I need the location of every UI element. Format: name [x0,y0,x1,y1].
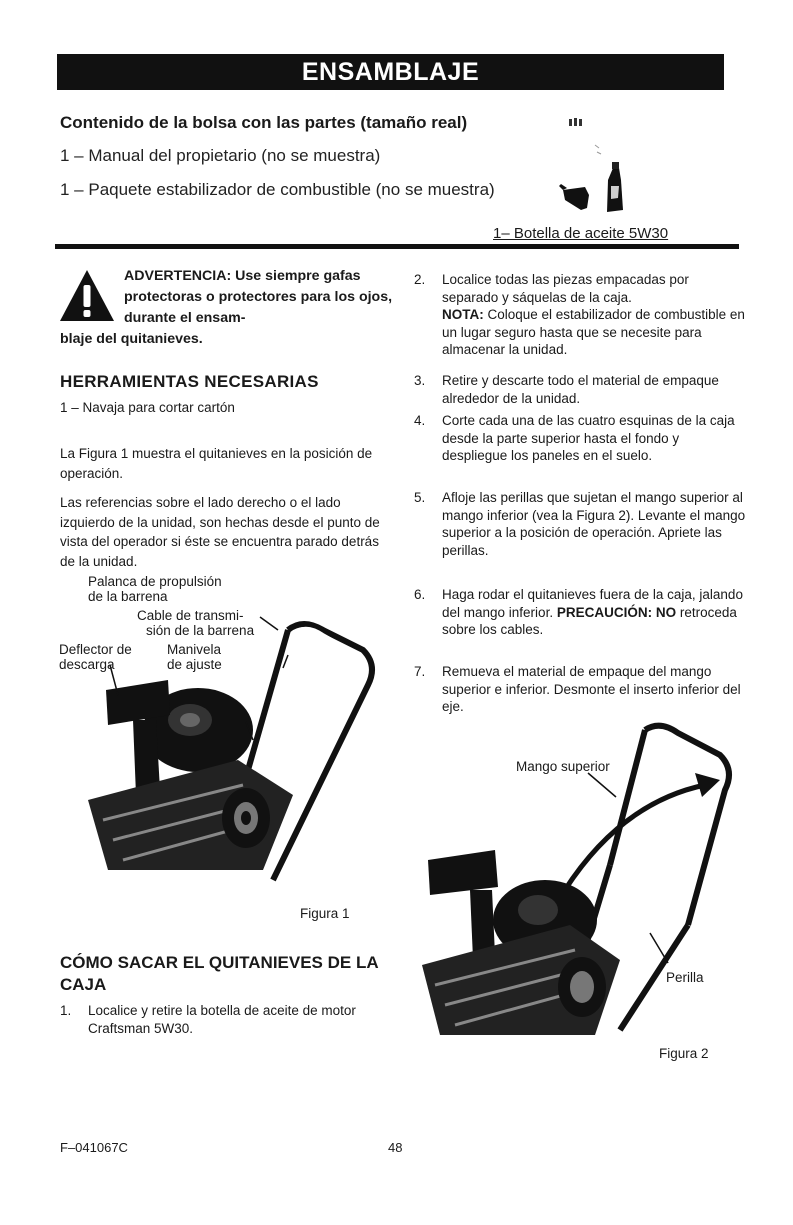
step-number: 3. [414,373,426,388]
label-adjust-crank-line2: de ajuste [167,657,222,672]
label-drive-lever-line1: Palanca de propulsión [88,574,222,589]
oil-bottle-caption: 1– Botella de aceite 5W30 [493,225,669,242]
label-auger-cable-line2: sión de la barrena [146,623,255,638]
figure-1 [59,570,378,900]
step-text: Afloje las perillas que sujetan el mango superior al mango inferior (vea la Figura 2). Levante el mango superior a la posición de operación. Apriete las perillas. [442,490,746,558]
step-text: Retire y descarte todo el material de empaque alrededor de la unidad. [442,373,719,406]
step-number: 2. [414,272,426,287]
section-divider [55,244,739,249]
step-note [442,306,747,359]
step-text: Haga rodar el quitanieves fuera de la caja, jalando del mango inferior. [442,587,743,620]
step-text: Localice y retire la botella de aceite de motor Craftsman 5W30. [88,1003,356,1036]
document-code: F–041067C [60,1140,128,1155]
oil-bottle-icon [555,140,645,225]
label-upper-handle: Mango superior [516,759,610,774]
warning-triangle-icon [58,268,116,324]
step-number: 4. [414,413,426,428]
intro-paragraph-figure: La Figura 1 muestra el quitanieves en la posición de operación. [60,446,373,481]
warning-text: ADVERTENCIA: Use siempre gafas protectoras o protectores para los ojos, durante el ensam- [124,268,393,326]
step-number: 7. [414,664,426,679]
label-auger-cable-line1: Cable de transmi- [137,608,244,623]
label-auger-cable [137,608,254,638]
figure-2-caption: Figura 2 [659,1046,709,1061]
label-chute-deflector-line2: descarga [59,657,115,672]
step-text: Corte cada una de las cuatro esquinas de la caja desde la parte superior hasta el fondo y despliegue los paneles en el suelo. [442,413,735,463]
label-chute-deflector-line1: Deflector de [59,642,132,657]
small-bottle-mark-icon [568,117,586,127]
intro-paragraph-orientation: Las referencias sobre el lado derecho o el lado izquierdo de la unidad, son hechas desde el punto de vista del operador si éste se encuentra parado detrás de la unidad. [60,495,380,569]
note-text: Coloque el estabilizador de combustible en un lugar seguro hasta que se necesite para almacenar la unidad. [442,307,745,357]
figure-2 [420,715,740,1045]
step-body [442,586,747,639]
parts-item-manual: 1 – Manual del propietario (no se muestra) [60,146,381,165]
caution-text: retroceda sobre los cables. [442,604,737,637]
section-title: ENSAMBLAJE [301,57,480,86]
remove-heading: CÓMO SACAR EL QUITANIEVES DE LA CAJA [60,953,378,994]
tools-heading: HERRAMIENTAS NECESARIAS [60,372,319,391]
step-text: Remueva el material de empaque del mango superior e inferior. Desmonte el inserto inferior del eje. [442,664,741,714]
label-drive-lever [88,574,222,604]
figure-1-caption: Figura 1 [300,906,350,921]
warning-text-continued: blaje del quitanieves. [60,331,203,347]
label-drive-lever-line2: de la barrena [88,589,168,604]
parts-heading: Contenido de la bolsa con las partes (tamaño real) [60,113,468,132]
step-number: 1. [60,1003,72,1018]
section-title-bar [57,54,724,90]
note-label: NOTA: [442,307,484,322]
step-number: 5. [414,490,426,505]
step-body [442,271,747,359]
step-text: Localice todas las piezas empacadas por separado y sáquelas de la caja. [442,272,689,305]
label-knob: Perilla [666,970,704,985]
page-number: 48 [388,1140,403,1155]
label-adjust-crank [167,642,222,672]
step-number: 6. [414,587,426,602]
label-chute-deflector [59,642,132,672]
tools-item: 1 – Navaja para cortar cartón [60,400,235,415]
caution-label: PRECAUCIÓN: NO [556,604,677,620]
parts-item-stabilizer: 1 – Paquete estabilizador de combustible (no se muestra) [60,180,495,199]
label-adjust-crank-line1: Manivela [167,642,222,657]
